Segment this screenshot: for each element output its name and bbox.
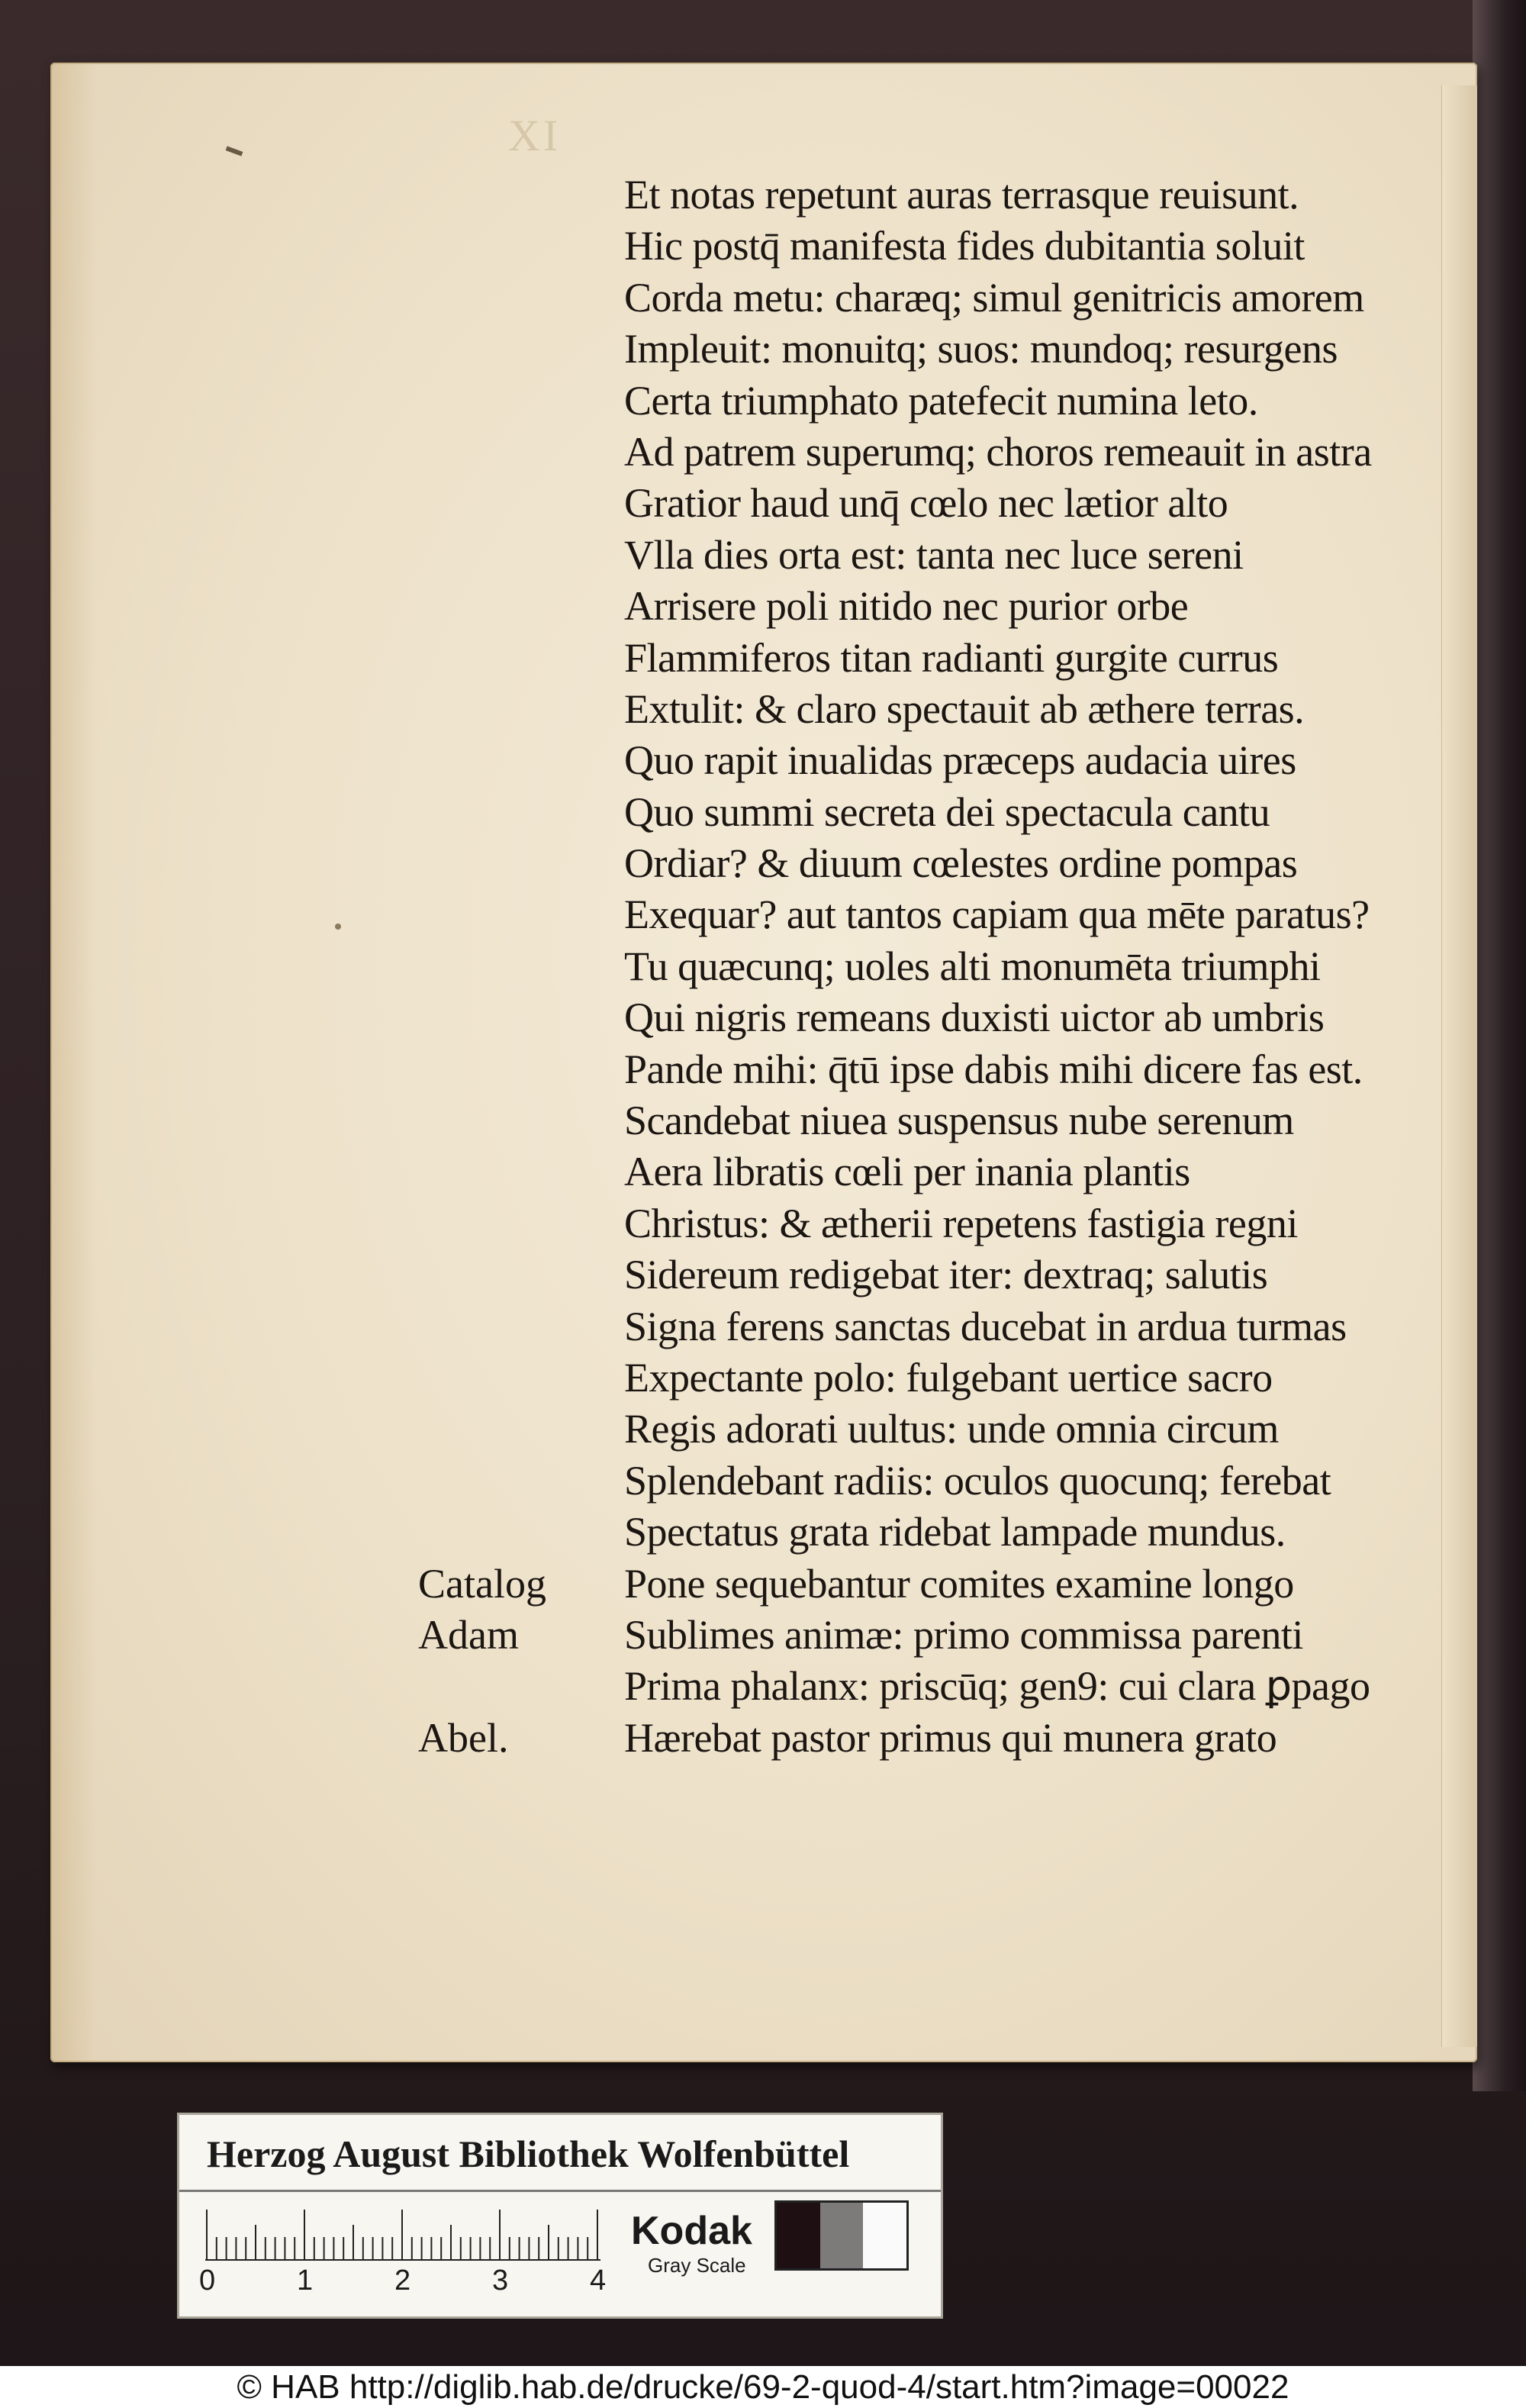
verse-line: Ordiar? & diuum cœlestes ordine pompas (624, 840, 1298, 887)
marginal-note: Adam (418, 1612, 519, 1659)
verse-line: Christus: & ætherii repetens fastigia regni (624, 1200, 1298, 1246)
copyright-footer: © HAB http://diglib.hab.de/drucke/69-2-quod-4/start.htm?image=00022 (0, 2366, 1526, 2408)
card-title: Herzog August Bibliothek Wolfenbüttel (207, 2132, 850, 2175)
card-divider (179, 2190, 941, 2192)
verse-line: Arrisere poli nitido nec purior orbe (624, 583, 1189, 630)
verse-line: Regis adorati uultus: unde omnia circum (624, 1406, 1279, 1452)
verse-line: Splendebant radiis: oculos quocunq; ferebat (624, 1457, 1331, 1504)
verse-line: Flammiferos titan radianti gurgite currus (624, 634, 1279, 681)
verse-line: Qui nigris remeans duxisti uictor ab umbris (624, 994, 1325, 1041)
verse-line: Signa ferens sanctas ducebat in ardua turmas (624, 1303, 1347, 1349)
verse-line: Scandebat niuea suspensus nube serenum (624, 1098, 1294, 1144)
ruler-label: 4 (590, 2265, 607, 2297)
verse-line: Quo rapit inualidas præceps audacia uires (624, 737, 1296, 784)
ruler-label: 3 (492, 2265, 509, 2297)
verse-line: Sublimes animæ: primo commissa parenti (624, 1611, 1303, 1658)
verse-line: Et notas repetunt auras terrasque reuisunt. (624, 172, 1299, 218)
folio-number: XI (508, 111, 562, 160)
verse-line: Hærebat pastor primus qui munera grato (624, 1714, 1277, 1761)
verse-line: Quo summi secreta dei spectacula cantu (624, 788, 1270, 835)
verse-line: Ad patrem superumq; choros remeauit in astra (624, 428, 1372, 475)
gray-swatch (777, 2203, 820, 2268)
verse-line: Sidereum redigebat iter: dextraq; salutis (624, 1252, 1268, 1298)
verse-line: Aera libratis cœli per inania plantis (624, 1149, 1190, 1195)
margin-mark (226, 146, 243, 156)
marginal-note: Catalog (418, 1560, 546, 1607)
marginal-note: Abel. (418, 1715, 509, 1761)
margin-dot (335, 924, 341, 930)
verse-line: Spectatus grata ridebat lampade mundus. (624, 1509, 1286, 1555)
kodak-subtitle: Gray Scale (648, 2254, 746, 2277)
ruler-label: 0 (199, 2265, 216, 2297)
verse-line: Expectante polo: fulgebant uertice sacro (624, 1354, 1273, 1401)
verse-line: Hic postq̄ manifesta fides dubitantia soluit (624, 223, 1305, 269)
ruler-label: 1 (297, 2265, 314, 2297)
book-spine (1473, 0, 1526, 2091)
verse-line: Exequar? aut tantos capiam qua mēte paratus? (624, 891, 1370, 938)
kodak-logo: Kodak (631, 2209, 752, 2253)
verse-line: Tu quæcunq; uoles alti monumēta triumphi (624, 943, 1321, 989)
ruler-label: 2 (394, 2265, 411, 2297)
verse-line: Prima phalanx: priscūq; gen9: cui clara ꝑpago (624, 1663, 1370, 1710)
ruler-scale (205, 2210, 600, 2261)
color-scale-card (177, 2113, 943, 2319)
verse-text-block (624, 169, 1463, 1764)
verse-line: Pande mihi: q̄tū ipse dabis mihi dicere fas est. (624, 1046, 1363, 1092)
verse-line: Corda metu: charæq; simul genitricis amorem (624, 274, 1364, 321)
verse-line: Extulit: & claro spectauit ab æthere terras. (624, 685, 1305, 732)
verse-line: Vlla dies orta est: tanta nec luce sereni (624, 531, 1244, 578)
verse-line: Impleuit: monuitq; suos: mundoq; resurgens (624, 326, 1338, 372)
gray-swatch (820, 2203, 864, 2268)
book-page (50, 63, 1477, 2062)
verse-line: Pone sequebantur comites examine longo (624, 1560, 1294, 1607)
verse-line: Certa triumphato patefecit numina leto. (624, 377, 1258, 424)
gray-swatch (863, 2203, 906, 2268)
gray-swatches (774, 2200, 909, 2271)
verse-line: Gratior haud unq̄ cœlo nec lætior alto (624, 480, 1228, 527)
